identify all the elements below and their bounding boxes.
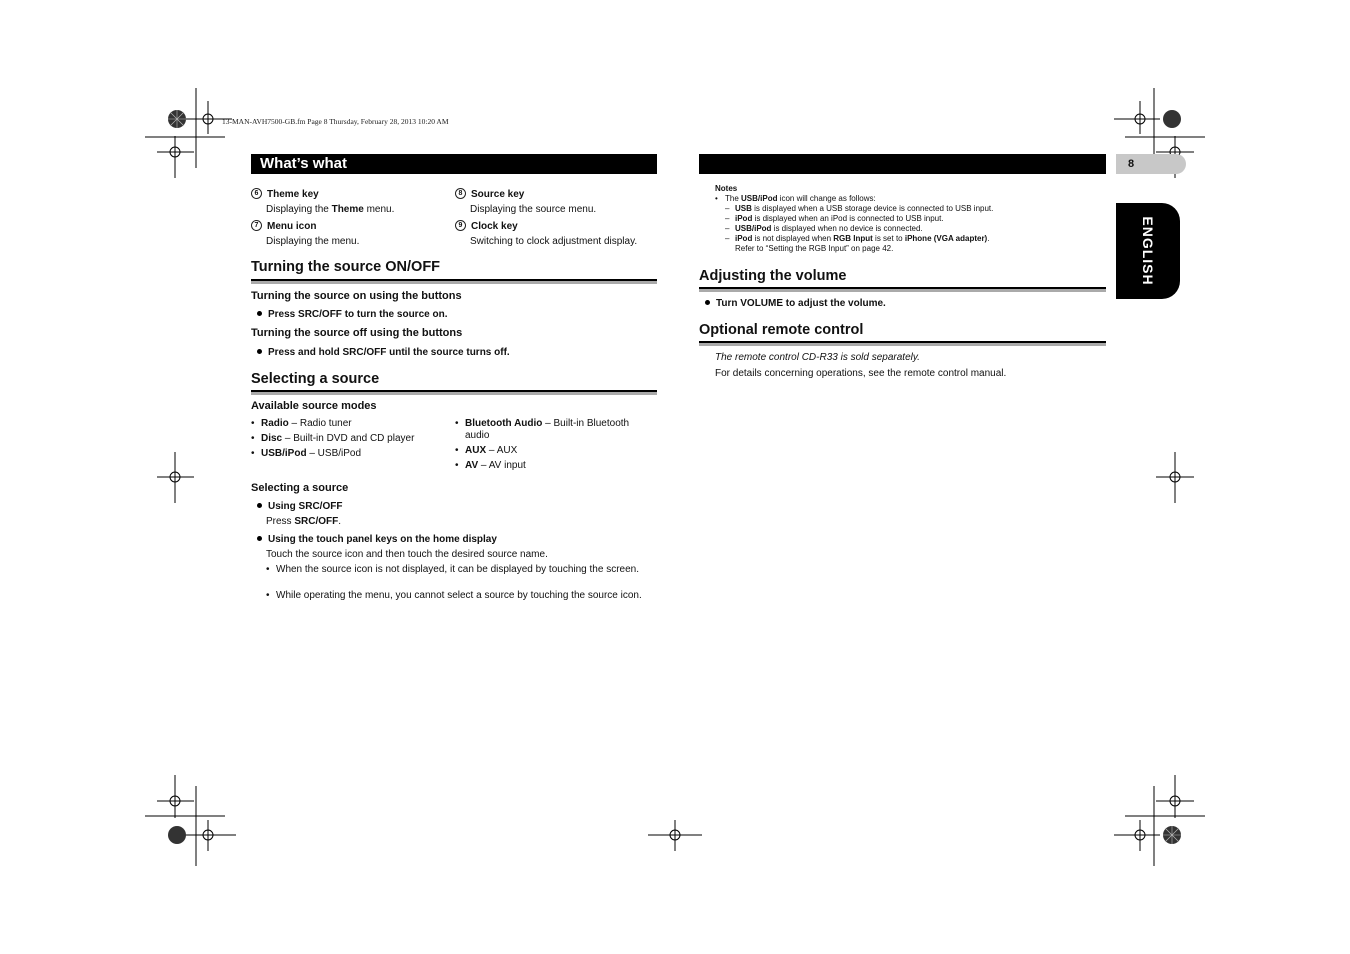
note-bold: iPhone (VGA adapter)	[904, 234, 988, 243]
bullet-dot	[257, 349, 262, 354]
notes-intro	[715, 194, 993, 204]
step-using-src-off-desc	[266, 516, 341, 527]
mode-desc: – AV input	[478, 460, 526, 471]
key-title: Source key	[471, 189, 525, 201]
subheading-available-modes: Available source modes	[251, 400, 377, 412]
key-desc: Switching to clock adjustment display.	[470, 236, 638, 248]
list-item	[251, 433, 446, 445]
remote-desc: For details concerning operations, see the remote control manual.	[715, 368, 1007, 379]
notes-block	[715, 184, 993, 254]
step-text: Press and hold SRC/OFF until the source turns off.	[268, 347, 510, 358]
language-label: ENGLISH	[1140, 216, 1156, 286]
note-item	[725, 234, 993, 244]
step-text: Press SRC/OFF to turn the source on.	[268, 309, 448, 320]
language-tab	[1116, 203, 1180, 299]
step-touch-panel-desc: Touch the source icon and then touch the desired source name.	[266, 549, 548, 560]
note-text: is set to	[872, 234, 905, 243]
list-item	[455, 418, 645, 442]
bullet-dot	[257, 311, 262, 316]
file-header: 13-MAN-AVH7500-GB.fm Page 8 Thursday, February 28, 2013 10:20 AM	[222, 117, 449, 126]
note-text-end: .	[987, 234, 990, 243]
note-text: is displayed when a USB storage device is connected to USB input.	[751, 204, 994, 213]
key-desc: Displaying the source menu.	[470, 204, 597, 216]
key-title: Menu icon	[267, 221, 317, 233]
key-item-menu	[251, 221, 359, 247]
step-turn-off	[257, 347, 510, 358]
callout-number: 7	[251, 220, 262, 231]
desc-text: Press	[266, 516, 295, 527]
note-bold: USB	[735, 204, 752, 213]
heading-rule	[251, 279, 657, 284]
list-item: • While operating the menu, you cannot select a source by touching the source icon.	[266, 590, 1350, 601]
step-touch-panel	[257, 534, 497, 545]
note-item	[725, 214, 993, 224]
header-bar-right	[699, 154, 1106, 174]
note-reference: Refer to “Setting the RGB Input” on page 42.	[735, 244, 894, 253]
list-item	[455, 460, 645, 472]
list-item: • When the source icon is not displayed, it can be displayed by touching the screen.	[266, 564, 1350, 575]
mode-name: Radio	[261, 418, 289, 429]
heading-selecting-source: Selecting a source	[251, 371, 380, 387]
note-text: is not displayed when	[752, 234, 834, 243]
subheading-turn-off: Turning the source off using the buttons	[251, 327, 463, 339]
heading-rule	[251, 390, 657, 395]
callout-number: 6	[251, 188, 262, 199]
section-title: What’s what	[260, 155, 347, 172]
mode-desc: – Built-in Bluetooth audio	[465, 418, 630, 441]
step-text: Turn VOLUME to adjust the volume.	[716, 298, 886, 309]
subheading-turn-on: Turning the source on using the buttons	[251, 290, 462, 302]
step-text: Using the touch panel keys on the home display	[268, 534, 497, 545]
note-bold: iPod	[735, 234, 753, 243]
note-bold: USB/iPod	[741, 194, 778, 203]
mode-desc: – Radio tuner	[288, 418, 352, 429]
note-bold: USB/iPod	[735, 224, 772, 233]
section-title-bar	[251, 154, 657, 174]
note-text: is displayed when no device is connected.	[771, 224, 923, 233]
note-text: The	[725, 194, 742, 203]
note-bold: iPod	[735, 214, 753, 223]
desc-bold: SRC/OFF	[294, 516, 339, 527]
key-title: Theme key	[267, 189, 319, 201]
list-item	[455, 445, 645, 457]
heading-turning-source: Turning the source ON/OFF	[251, 259, 441, 275]
step-text: Using SRC/OFF	[268, 501, 343, 512]
note-text-end: icon will change as follows:	[777, 194, 876, 203]
heading-rule	[699, 287, 1106, 292]
page-number: 8	[1128, 158, 1135, 170]
mode-desc: – USB/iPod	[306, 448, 362, 459]
mode-name: Disc	[261, 433, 283, 444]
subheading-selecting-source: Selecting a source	[251, 482, 349, 494]
mode-desc: – AUX	[486, 445, 518, 456]
mode-name: AV	[465, 460, 479, 471]
key-desc-end: menu.	[363, 204, 395, 216]
note-item	[725, 204, 993, 214]
bullet-dot	[257, 536, 262, 541]
key-item-source	[455, 189, 596, 215]
bullet-dot	[257, 503, 262, 508]
mode-name: Bluetooth Audio	[465, 418, 543, 429]
notes-title: Notes	[715, 184, 738, 193]
heading-rule	[699, 341, 1106, 346]
note-text: is displayed when an iPod is connected to USB input.	[752, 214, 944, 223]
list-item	[251, 448, 446, 460]
note-item	[725, 224, 993, 234]
step-turn-on	[257, 309, 447, 320]
source-modes-right	[455, 418, 645, 475]
step-using-src-off	[257, 501, 342, 512]
heading-adjusting-volume: Adjusting the volume	[699, 268, 847, 284]
page-number-tab	[1116, 154, 1186, 174]
note-bold: RGB Input	[833, 234, 873, 243]
source-modes-left	[251, 418, 446, 463]
list-item	[251, 418, 446, 430]
key-desc: Displaying the menu.	[266, 236, 360, 248]
remote-note: The remote control CD-R33 is sold separately.	[715, 352, 920, 363]
step-turn-volume	[705, 298, 886, 309]
callout-number: 8	[455, 188, 466, 199]
heading-remote-control: Optional remote control	[699, 322, 864, 338]
mode-name: AUX	[465, 445, 487, 456]
callout-number: 9	[455, 220, 466, 231]
desc-end: .	[338, 516, 342, 527]
mode-desc: – Built-in DVD and CD player	[282, 433, 415, 444]
key-item-theme	[251, 189, 394, 215]
key-item-clock	[455, 221, 637, 247]
mode-name: USB/iPod	[261, 448, 307, 459]
key-desc-bold: Theme	[331, 204, 364, 216]
key-title: Clock key	[471, 221, 518, 233]
bullet-dot	[705, 300, 710, 305]
key-desc: Displaying the	[266, 204, 332, 216]
